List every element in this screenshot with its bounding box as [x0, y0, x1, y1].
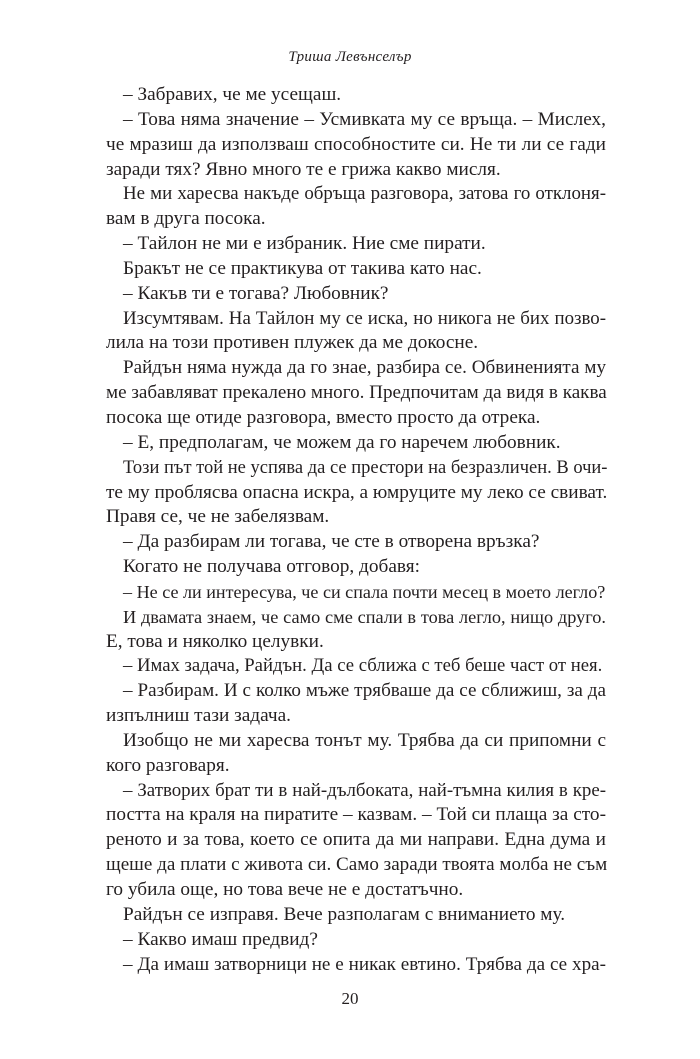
text-line: Райдън се изправя. Вече разполагам с вниманието му. [123, 903, 566, 925]
text-line: Райдън няма нужда да го знае, разбира се. Обвиненията му [123, 357, 606, 379]
text-line: вам в друга посока. [106, 208, 266, 230]
text-line: го убила още, но това вече не е достатъчно. [106, 879, 464, 900]
text-line: Изобщо не ми харесва тонът му. Трябва да си припомни с [123, 729, 606, 751]
text-line: – Разбирам. И с колко мъже трябваше да се сближиш, за да [123, 680, 606, 702]
text-line: – Да имаш затворници не е никак евтино. Трябва да се хра- [123, 953, 606, 975]
text-line: – Да разбирам ли тогава, че сте в отворена връзка? [123, 531, 540, 553]
body-text [106, 83, 606, 977]
text-line: Когато не получава отговор, добавя: [123, 556, 420, 578]
text-line: – Имах задача, Райдън. Да се сближа с теб беше част от нея. [123, 655, 603, 677]
text-line: Бракът не се практикува от такива като нас. [123, 257, 482, 279]
text-line: те му проблясва опасна искра, а юмруците му леко се свиват. [106, 481, 608, 503]
text-line: И двамата знаем, че само сме спали в това легло, нищо друго. [123, 606, 606, 627]
text-line: – Какво имаш предвид? [123, 928, 318, 950]
text-line: – Не се ли интересува, че си спала почти месец в моето легло? [123, 581, 606, 602]
text-line: кого разговаря. [106, 754, 230, 776]
text-line: постта на краля на пиратите – казвам. – Той си плаща за сто- [106, 804, 606, 826]
text-line: – Забравих, че ме усещаш. [123, 84, 342, 105]
text-line: – Е, предполагам, че можем да го наречем любовник. [123, 431, 561, 453]
text-line: Е, това и няколко целувки. [106, 630, 324, 652]
running-head: Триша Левънселър [288, 49, 412, 65]
text-line: Този път той не успява да се престори на безразличен. В очи- [123, 457, 608, 478]
text-line: – Тайлон не ми е избраник. Ние сме пирати. [123, 233, 486, 255]
text-line: Правя се, че не забелязвам. [106, 506, 330, 528]
page-number: 20 [341, 989, 359, 1008]
text-line: щеше да плати с живота си. Само заради твоята молба не съм [106, 854, 608, 876]
text-line: – Това няма значение – Усмивката му се връща. – Мислех, [123, 108, 606, 130]
text-line: ме забавляват прекалено много. Предпочитам да видя в каква [106, 382, 607, 404]
text-line: заради тях? Явно много те е грижа какво мисля. [106, 158, 501, 180]
text-line: посока ще отиде разговора, вместо просто да отрека. [106, 406, 541, 428]
text-line: реното и за това, което се опита да ми направи. Една дума и [106, 829, 606, 851]
text-line: – Какъв ти е тогава? Любовник? [123, 282, 389, 304]
text-line: изпълниш тази задача. [106, 705, 291, 727]
text-line: лила на този противен плужек да ме докосне. [106, 332, 479, 354]
text-line: Изсумтявам. На Тайлон му се иска, но никога не бих позво- [123, 307, 606, 329]
text-line: че мразиш да използваш способностите си. Не ти ли се гади [106, 133, 606, 155]
text-line: – Затворих брат ти в най-дълбоката, най-тъмна килия в кре- [123, 779, 606, 801]
text-line: Не ми харесва накъде обръща разговора, затова го отклоня- [123, 183, 606, 205]
